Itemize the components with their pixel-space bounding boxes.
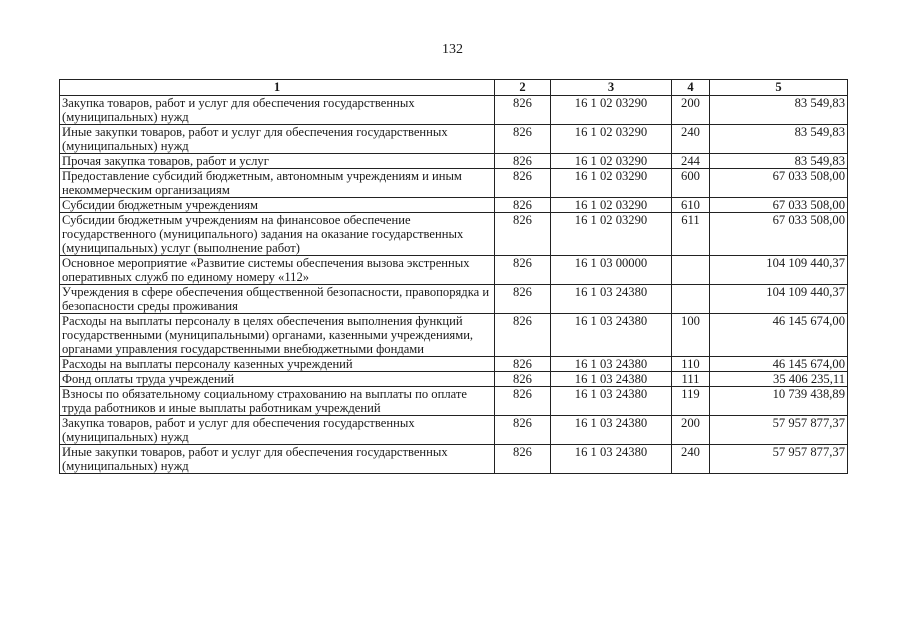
table-row: [60, 314, 848, 357]
table-row: [60, 169, 848, 198]
name-cell: Расходы на выплаты персоналу в целях обеспечения выполнения функций государственными (муниципальными) органами, казенными учреждениями, органами управления государственными внебюджетными фондами: [60, 314, 495, 357]
budget-table: [59, 79, 848, 474]
vr-cell: 611: [672, 213, 710, 256]
name-cell: Иные закупки товаров, работ и услуг для обеспечения государственных (муниципальных) нужд: [60, 445, 495, 474]
table-row: [60, 256, 848, 285]
grbs-cell: 826: [495, 285, 551, 314]
table-row: [60, 213, 848, 256]
amount-cell: 83 549,83: [710, 125, 848, 154]
csr-cell: 16 1 02 03290: [551, 96, 672, 125]
page-number: 132: [442, 42, 463, 57]
name-cell: Учреждения в сфере обеспечения общественной безопасности, правопорядка и безопасности среды проживания: [60, 285, 495, 314]
vr-cell: 240: [672, 125, 710, 154]
table-row: [60, 357, 848, 372]
table-row: [60, 154, 848, 169]
table-row: [60, 387, 848, 416]
header-cell: 3: [551, 80, 672, 96]
amount-cell: 83 549,83: [710, 96, 848, 125]
name-cell: Фонд оплаты труда учреждений: [60, 372, 495, 387]
amount-cell: 57 957 877,37: [710, 416, 848, 445]
grbs-cell: 826: [495, 445, 551, 474]
csr-cell: 16 1 02 03290: [551, 125, 672, 154]
grbs-cell: 826: [495, 256, 551, 285]
amount-cell: 46 145 674,00: [710, 314, 848, 357]
grbs-cell: 826: [495, 198, 551, 213]
vr-cell: 100: [672, 314, 710, 357]
name-cell: Закупка товаров, работ и услуг для обеспечения государственных (муниципальных) нужд: [60, 416, 495, 445]
table-body: [60, 96, 848, 474]
csr-cell: 16 1 03 24380: [551, 387, 672, 416]
csr-cell: 16 1 03 24380: [551, 285, 672, 314]
csr-cell: 16 1 02 03290: [551, 213, 672, 256]
header-cell: 2: [495, 80, 551, 96]
vr-cell: 111: [672, 372, 710, 387]
name-cell: Закупка товаров, работ и услуг для обеспечения государственных (муниципальных) нужд: [60, 96, 495, 125]
grbs-cell: 826: [495, 314, 551, 357]
grbs-cell: 826: [495, 96, 551, 125]
header-cell: 4: [672, 80, 710, 96]
csr-cell: 16 1 02 03290: [551, 154, 672, 169]
vr-cell: 610: [672, 198, 710, 213]
name-cell: Субсидии бюджетным учреждениям: [60, 198, 495, 213]
amount-cell: 57 957 877,37: [710, 445, 848, 474]
name-cell: Субсидии бюджетным учреждениям на финансовое обеспечение государственного (муниципального) задания на оказание государственных (муниципальных) услуг (выполнение работ): [60, 213, 495, 256]
amount-cell: 67 033 508,00: [710, 213, 848, 256]
grbs-cell: 826: [495, 169, 551, 198]
grbs-cell: 826: [495, 387, 551, 416]
amount-cell: 83 549,83: [710, 154, 848, 169]
table-row: [60, 372, 848, 387]
grbs-cell: 826: [495, 372, 551, 387]
table-header-row: [60, 80, 848, 96]
csr-cell: 16 1 03 00000: [551, 256, 672, 285]
amount-cell: 35 406 235,11: [710, 372, 848, 387]
table-row: [60, 125, 848, 154]
csr-cell: 16 1 02 03290: [551, 198, 672, 213]
amount-cell: 67 033 508,00: [710, 169, 848, 198]
table-row: [60, 416, 848, 445]
name-cell: Взносы по обязательному социальному страхованию на выплаты по оплате труда работников и иные выплаты работникам учреждений: [60, 387, 495, 416]
grbs-cell: 826: [495, 213, 551, 256]
grbs-cell: 826: [495, 416, 551, 445]
name-cell: Основное мероприятие «Развитие системы обеспечения вызова экстренных оперативных служб по единому номеру «112»: [60, 256, 495, 285]
amount-cell: 104 109 440,37: [710, 285, 848, 314]
header-cell: 5: [710, 80, 848, 96]
csr-cell: 16 1 03 24380: [551, 357, 672, 372]
vr-cell: 119: [672, 387, 710, 416]
grbs-cell: 826: [495, 125, 551, 154]
csr-cell: 16 1 02 03290: [551, 169, 672, 198]
vr-cell: [672, 285, 710, 314]
name-cell: Иные закупки товаров, работ и услуг для обеспечения государственных (муниципальных) нужд: [60, 125, 495, 154]
vr-cell: 240: [672, 445, 710, 474]
vr-cell: [672, 256, 710, 285]
vr-cell: 200: [672, 96, 710, 125]
vr-cell: 200: [672, 416, 710, 445]
header-cell: 1: [60, 80, 495, 96]
table-row: [60, 285, 848, 314]
table-row: [60, 198, 848, 213]
amount-cell: 46 145 674,00: [710, 357, 848, 372]
grbs-cell: 826: [495, 154, 551, 169]
csr-cell: 16 1 03 24380: [551, 314, 672, 357]
name-cell: Предоставление субсидий бюджетным, автономным учреждениям и иным некоммерческим организациям: [60, 169, 495, 198]
csr-cell: 16 1 03 24380: [551, 445, 672, 474]
vr-cell: 110: [672, 357, 710, 372]
amount-cell: 104 109 440,37: [710, 256, 848, 285]
vr-cell: 244: [672, 154, 710, 169]
table-row: [60, 96, 848, 125]
name-cell: Прочая закупка товаров, работ и услуг: [60, 154, 495, 169]
amount-cell: 10 739 438,89: [710, 387, 848, 416]
grbs-cell: 826: [495, 357, 551, 372]
amount-cell: 67 033 508,00: [710, 198, 848, 213]
table-row: [60, 445, 848, 474]
vr-cell: 600: [672, 169, 710, 198]
name-cell: Расходы на выплаты персоналу казенных учреждений: [60, 357, 495, 372]
csr-cell: 16 1 03 24380: [551, 416, 672, 445]
csr-cell: 16 1 03 24380: [551, 372, 672, 387]
